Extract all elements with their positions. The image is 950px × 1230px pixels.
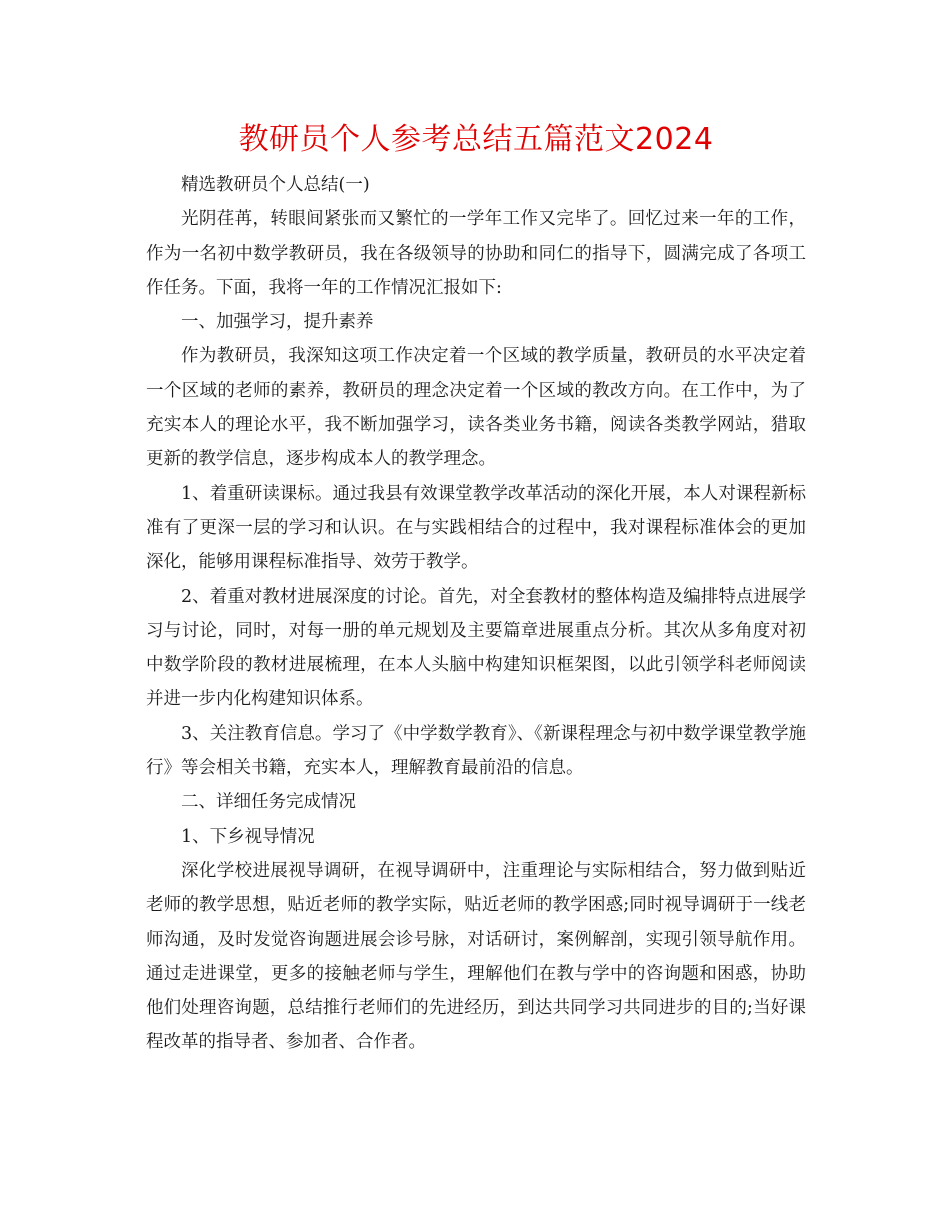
paragraph-study: 作为教研员，我深知这项工作决定着一个区域的教学质量，教研员的水平决定着一个区域的老师的素养，教研员的理念决定着一个区域的教改方向。在工作中，为了充实本人的理论水平，我不断加强学习，读各类业务书籍，阅读各类教学网站，猎取更新的教学信息，逐步构成本人的教学理念。 [146,346,806,470]
paragraph-visits: 深化学校进展视导调研，在视导调研中，注重理论与实际相结合，努力做到贴近老师的教学思想，贴近老师的教学实际，贴近老师的教学困惑;同时视导调研于一线老师沟通，及时发觉咨询题进展会诊号脉，对话研讨，案例解剖，实现引领导航作用。通过走进课堂，更多的接触老师与学生，理解他们在教与学中的咨询题和困惑，协助他们处理咨询题，总结推行老师们的先进经历，到达共同学习共同进步的目的;当好课程改革的指导者、参加者、合作者。 [146,860,806,1053]
document-page [146,118,806,1060]
document-title: 教研员个人参考总结五篇范文2024 [238,122,714,157]
paragraph-point-2: 2、着重对教材进展深度的讨论。首先，对全套教材的整体构造及编排特点进展学习与讨论，同时，对每一册的单元规划及主要篇章进展重点分析。其次从多角度对初中数学阶段的教材进展梳理，在本人头脑中构建知识框架图，以此引领学科老师阅读并进一步内化构建知识体系。 [146,586,806,710]
section-subtitle: 精选教研员个人总结(一) [181,175,370,195]
heading-subsection-1: 1、下乡视导情况 [181,826,315,847]
paragraph-intro: 光阴荏苒，转眼间紧张而又繁忙的一学年工作又完毕了。回忆过来一年的工作，作为一名初中数学教研员，我在各级领导的协助和同仁的指导下，圆满完成了各项工作任务。下面，我将一年的工作情况汇报如下: [146,209,806,298]
paragraph-point-1: 1、着重研读课标。通过我县有效课堂教学改革活动的深化开展，本人对课程新标准有了更深一层的学习和认识。在与实践相结合的过程中，我对课程标准体会的更加深化，能够用课程标准指导、效劳于教学。 [146,483,806,573]
heading-section-1: 一、加强学习，提升素养 [181,312,374,333]
paragraph-point-3: 3、关注教育信息。学习了《中学数学教育》、《新课程理念与初中数学课堂教学施行》等会相关书籍，充实本人，理解教育最前沿的信息。 [146,723,806,779]
heading-section-2: 二、详细任务完成情况 [181,792,356,813]
